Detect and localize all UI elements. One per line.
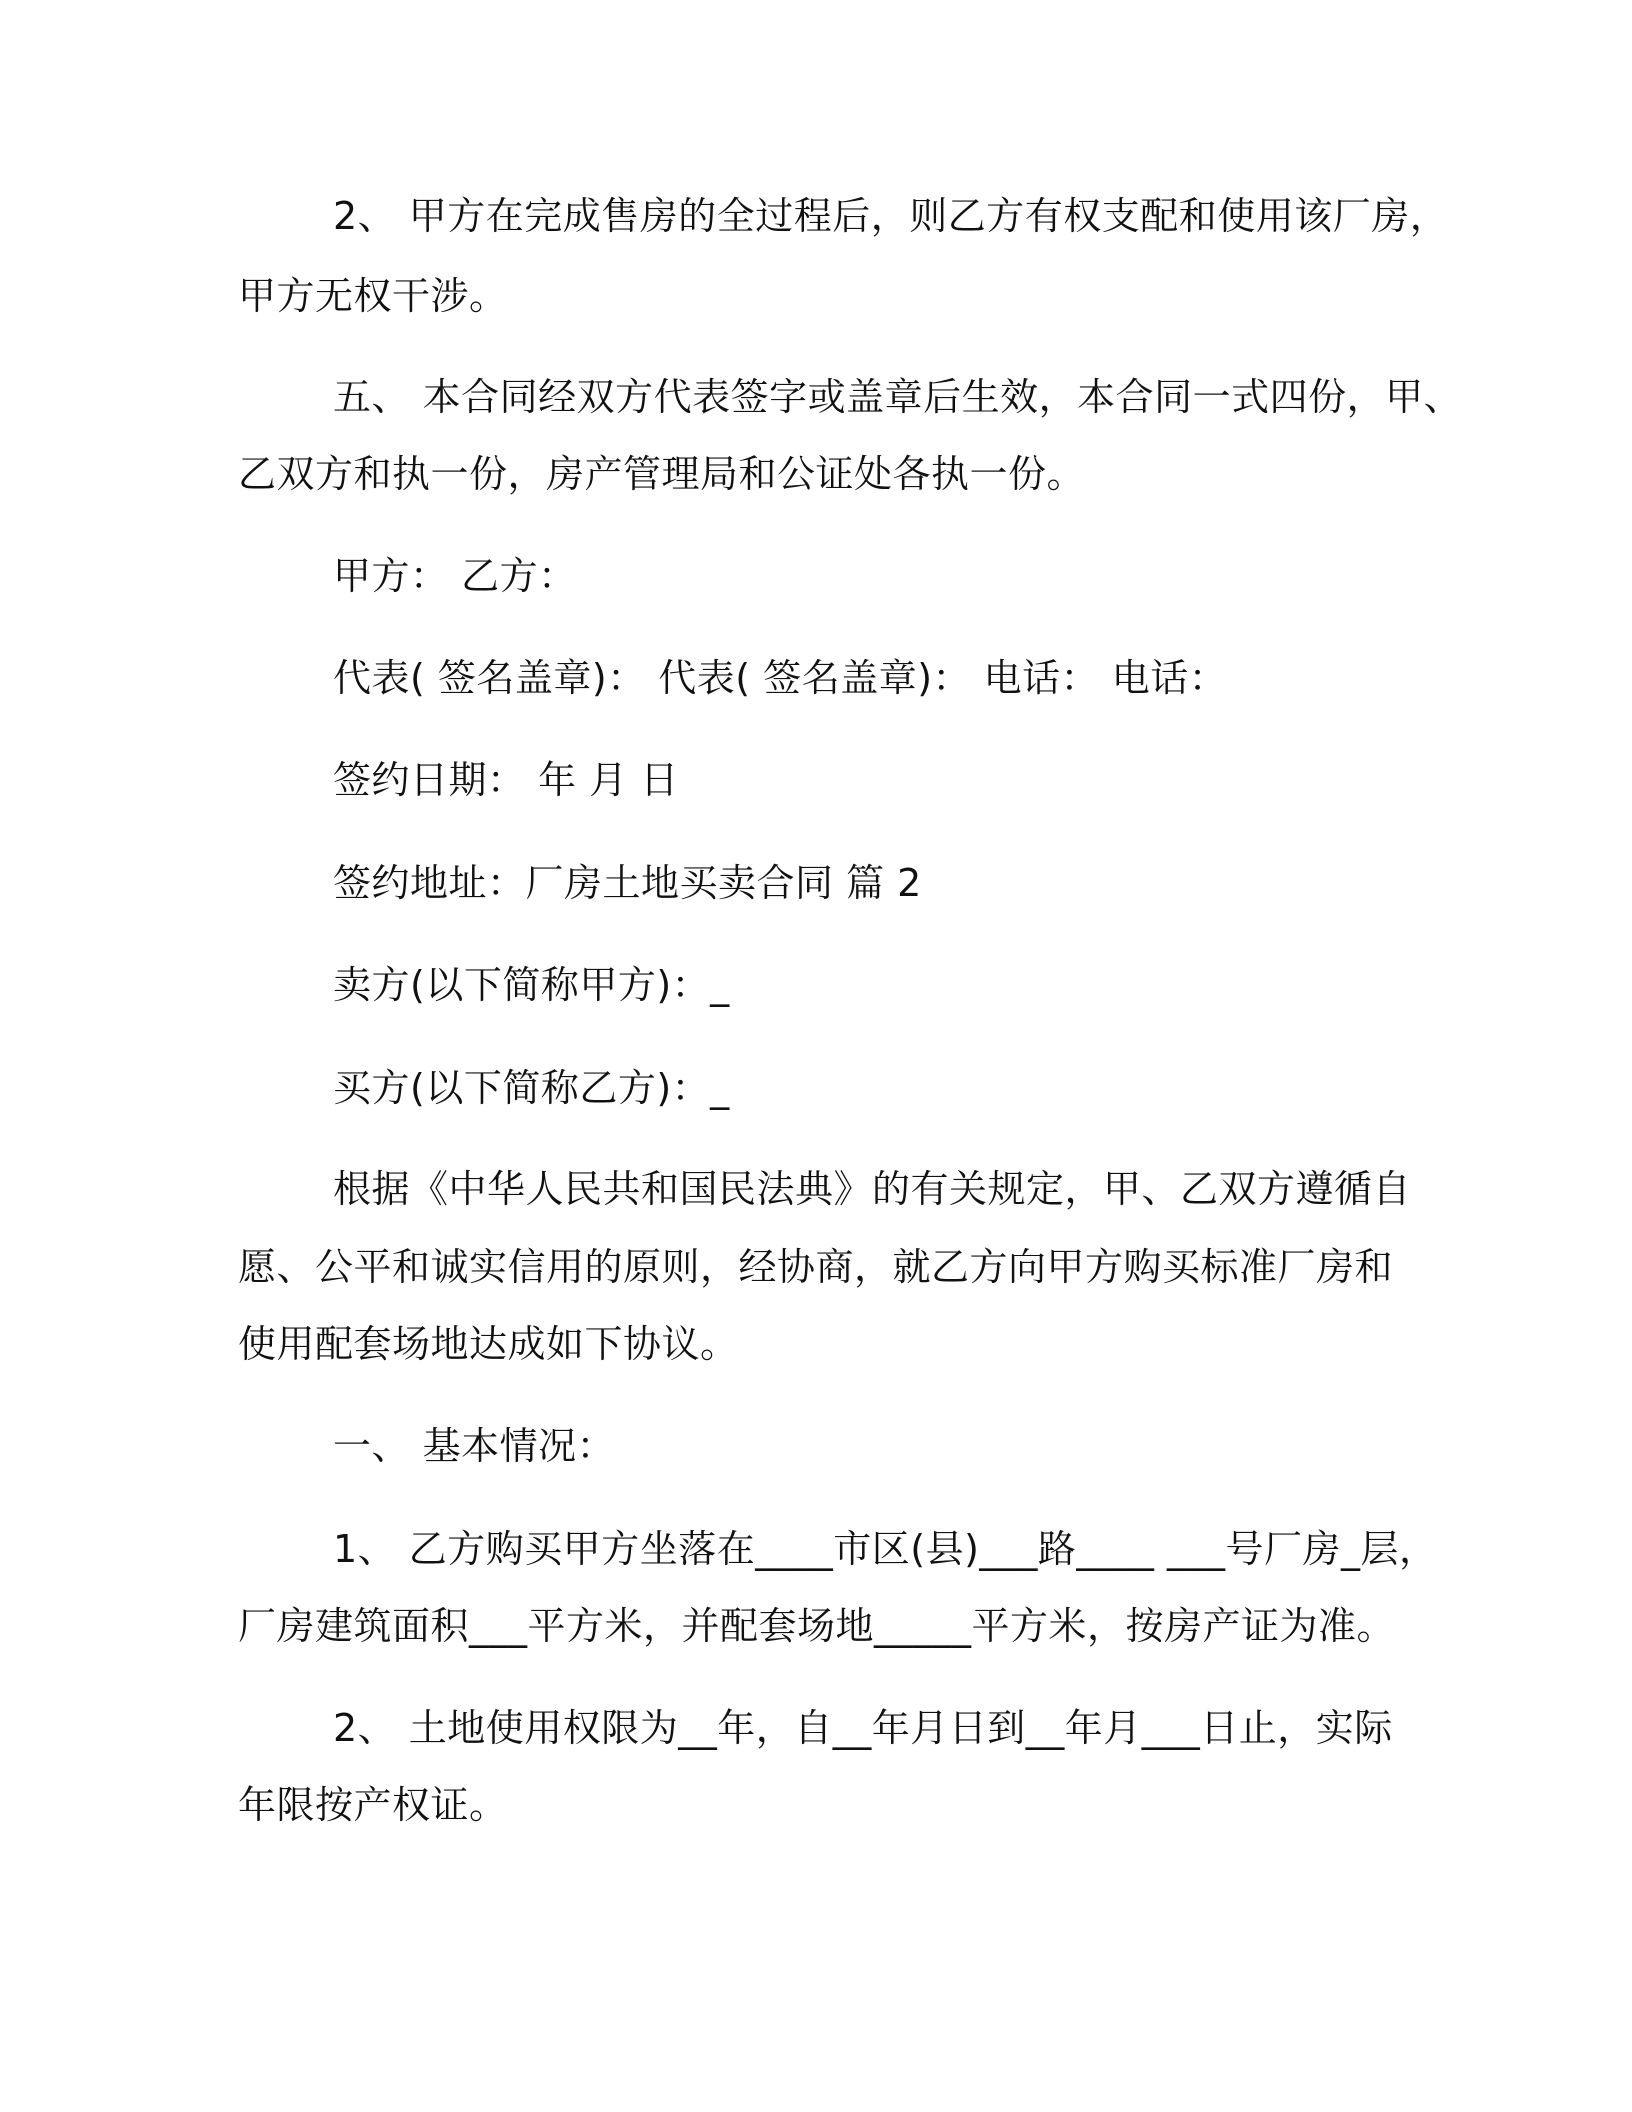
preamble-line-1: 根据《中华人民共和国民法典》的有关规定，甲、乙双方遵循自 [333, 1167, 1412, 1211]
item-2-line-2: 年限按产权证。 [238, 1783, 508, 1827]
item-1-line-1: 1、 乙方购买甲方坐落在____市区(县)___路____ ___号厂房_层， [333, 1527, 1438, 1571]
section-1-heading: 一、 基本情况： [333, 1424, 616, 1468]
signing-date-line: 签约日期： 年 月 日 [333, 758, 679, 802]
clause-2-line-1: 2、 甲方在完成售房的全过程后，则乙方有权支配和使用该厂房， [333, 194, 1449, 238]
item-2-line-1: 2、 土地使用权限为__年，自__年月日到__年月___日止，实际 [333, 1706, 1393, 1750]
buyer-line: 买方(以下简称乙方)：_ [333, 1066, 730, 1110]
party-signature-line: 甲方： 乙方： [333, 554, 577, 598]
preamble-line-3: 使用配套场地达成如下协议。 [238, 1322, 739, 1366]
preamble-line-2: 愿、公平和诚实信用的原则，经协商，就乙方向甲方购买标准厂房和 [238, 1245, 1394, 1289]
seller-line: 卖方(以下简称甲方)：_ [333, 963, 730, 1007]
clause-5-line-1: 五、 本合同经双方代表签字或盖章后生效，本合同一式四份，甲、 [333, 375, 1463, 419]
clause-5-line-2: 乙双方和执一份，房产管理局和公证处各执一份。 [238, 452, 1086, 496]
representative-line: 代表( 签名盖章)： 代表( 签名盖章)： 电话： 电话： [333, 656, 1228, 700]
clause-2-line-2: 甲方无权干涉。 [238, 274, 508, 318]
item-1-line-2: 厂房建筑面积___平方米，并配套场地_____平方米，按房产证为准。 [238, 1604, 1396, 1648]
signing-address-line: 签约地址：厂房土地买卖合同 篇 2 [333, 861, 922, 905]
